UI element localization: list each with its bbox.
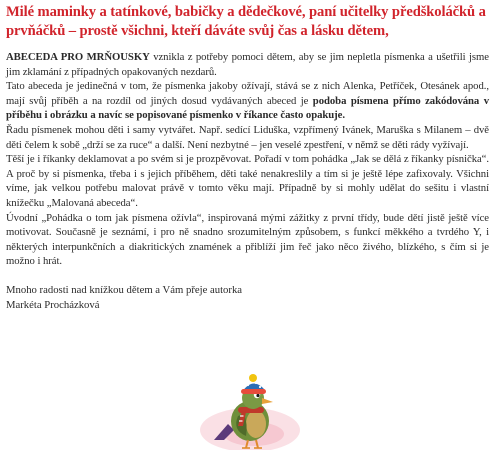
- beanie-dot: [255, 382, 257, 384]
- closing-line: Mnoho radosti nad knížkou dětem a Vám přeje autorka: [6, 283, 243, 296]
- bird-with-scarf-and-beanie-icon: [198, 374, 302, 450]
- beanie-band: [241, 389, 266, 394]
- author-name: Markéta Procházková: [6, 298, 100, 311]
- highlighted-text: podoba písmena přímo zakódována v příběhu i obrázku a navíc se popisované písmenko v říkance často opakuje.: [6, 94, 489, 122]
- bird-pupil: [256, 394, 259, 397]
- paragraph-fairytale: [6, 211, 489, 269]
- paragraph-text: Těší je i říkanky deklamovat a po svém si je prozpěvovat. Pořadí v tom pohádka „Jak se dělá z říkanky písnička“. A proč by si písmenka, třeba i s jejich příběhem, děti také nenakreslily a tím si je ještě lépe zafixovaly. Všichni víme, jak velkou potřebu malovat právě v tomto věku mají. Případně by si mohly udělat do sešitu i vlastní knížečku „Malovaná abeceda“.: [6, 153, 489, 209]
- paragraph-text: Řadu písmenek mohou děti i samy vytvářet. Např. sedící Liduška, vzpřímený Ivánek, Maruška s Milanem – dvě děti čelem k sobě „drží se za ruce“ a další. Není nezbytné – jen veselé zpestření, v němž se děti rády vyžívají.: [6, 123, 489, 151]
- paragraph-text: Úvodní „Pohádka o tom jak písmena ožívla“, inspirovaná mými zážitky z první třídy, bude dětí jistě ještě více motivovat. Současně je seznámí, i pro ně snadno srozumitelným způsobem, s funkcí měkkého a tvrdého Y, i některých interpunkčních a diakritických znamének a přiblíží jim řeč jako něco živého, blízkého, s čím si je možno i hrát.: [6, 211, 489, 268]
- beanie-pompom: [249, 374, 257, 382]
- foreword-body: [6, 50, 489, 269]
- bird-beak: [262, 398, 273, 404]
- paragraph-creating-letters: [6, 123, 489, 152]
- paragraph-uniqueness: [6, 79, 489, 123]
- foreword-headline: Milé maminky a tatínkové, babičky a dědečkové, paní učitelky předškoláčků a prvňáčků – prostě všichni, kteří dáváte svůj čas a lásku dětem,: [6, 4, 486, 39]
- paragraph-text: vznikla z potřeby pomoci dětem, aby se jim nepletla písmenka a ušetřili jsme jim zklamání z případných opakovaných nezdarů.: [6, 51, 489, 78]
- beanie-dot: [247, 384, 249, 386]
- signature-block: [6, 283, 489, 312]
- beanie-dot: [259, 386, 261, 388]
- paragraph-rhymes: [6, 152, 489, 210]
- bird-belly: [246, 410, 266, 438]
- paragraph-text: Tato abeceda je jedinečná v tom, že písmenka jakoby ožívají, stává se z nich Alenka, Petříček, Otesánek apod., mají svůj příběh a na rozdíl od jiných dosud vydávaných abeced je: [6, 80, 489, 107]
- paragraph-intro: [6, 50, 489, 79]
- book-title: ABECEDA PRO MRŇOUSKY: [6, 51, 150, 63]
